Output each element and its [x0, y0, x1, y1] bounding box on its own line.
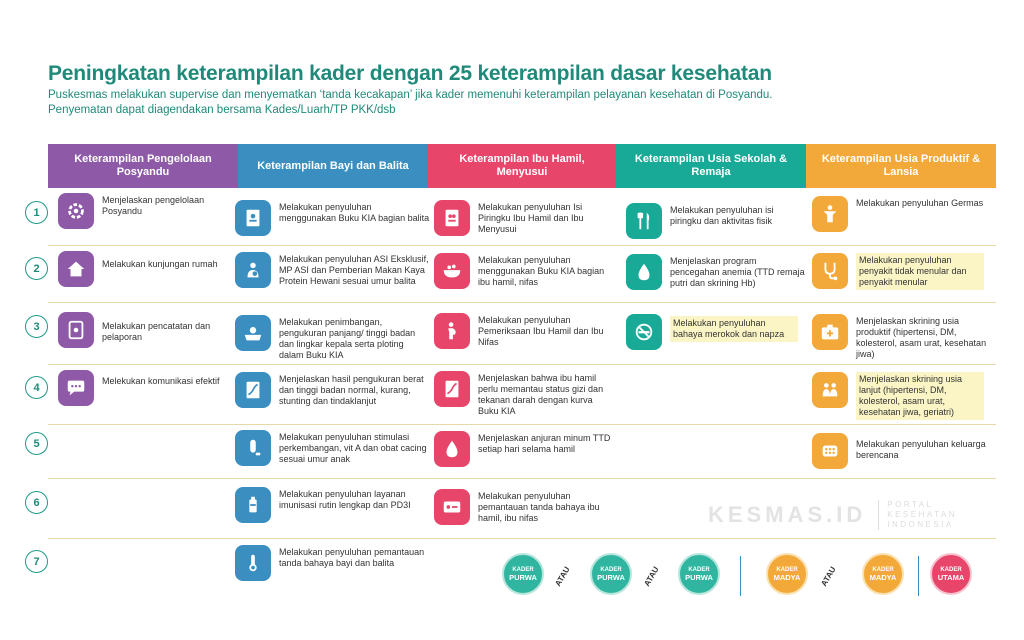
watermark-sub-line: INDONESIA — [887, 520, 954, 529]
capsule-icon — [235, 430, 271, 466]
skill-text: Melakukan penyuluhan pemantauan tanda bahaya bayi dan balita — [279, 547, 425, 568]
skill-text: Melakukan penyuluhan menggunakan Buku KIA bagian ibu hamil, nifas — [478, 255, 605, 287]
skill-item — [235, 430, 430, 466]
skill-item — [58, 312, 233, 348]
skill-text: Menjelaskan anjuran minum TTD setiap hari selama hamil — [478, 433, 611, 454]
skill-item — [812, 253, 992, 290]
skill-text: Melakukan penyuluhan bahaya merokok dan napza — [670, 316, 798, 342]
elderly-icon — [812, 372, 848, 408]
skill-text: Menjelaskan program pencegahan anemia (TTD remaja putri dan skrining Hb) — [670, 256, 805, 288]
row-number: 7 — [25, 550, 48, 573]
subtitle-line-2: Penyematan dapat diagendakan bersama Kades/Luarh/TP PKK/dsb — [48, 104, 396, 116]
stethoscope-icon — [812, 253, 848, 289]
skill-text: Melekukan komunikasi efektif — [102, 376, 220, 386]
watermark-sub-line: PORTAL — [887, 500, 934, 509]
skill-item — [58, 251, 233, 287]
skill-item — [235, 200, 430, 236]
badge-level-text: PURWA — [597, 573, 625, 582]
skill-item — [812, 433, 992, 469]
row-divider — [48, 424, 996, 425]
badge-kader-madya — [766, 553, 808, 595]
badge-kader-purwa — [590, 553, 632, 595]
gear-icon — [58, 193, 94, 229]
badge-kader-purwa — [678, 553, 720, 595]
badge-level-text: MADYA — [869, 573, 897, 582]
row-number: 6 — [25, 491, 48, 514]
header-posyandu: Keterampilan Pengelolaan Posyandu — [48, 144, 238, 188]
row-number: 1 — [25, 201, 48, 224]
curve-book-icon — [434, 371, 470, 407]
skill-item — [235, 252, 430, 288]
badge-level-text: PURWA — [685, 573, 713, 582]
drop-icon — [434, 431, 470, 467]
skill-text: Melakukan penyuluhan isi piringku dan aktivitas fisik — [670, 205, 774, 226]
skill-text: Melakukan penyuluhan Isi Piringku Ibu Hamil dan Ibu Menyusui — [478, 202, 584, 234]
page-title: Peningkatan keterampilan kader dengan 25 keterampilan dasar kesehatan — [48, 62, 772, 85]
skill-text: Melakukan penyuluhan ASI Eksklusif, MP ASI dan Pemberian Makan Kaya Protein Hewani sesuai umur balita — [279, 254, 429, 286]
badge-top-text: KADER — [872, 567, 894, 573]
skill-text: Menjelaskan skrining usia produktif (hipertensi, DM, kolesterol, asam urat, kesehatan jiwa) — [856, 316, 987, 359]
badge-kader-utama — [930, 553, 972, 595]
skill-text: Menjelaskan pengelolaan Posyandu — [102, 195, 205, 216]
skill-item — [812, 372, 992, 420]
watermark-sub-line: KESEHATAN — [887, 510, 958, 519]
skill-item — [235, 487, 430, 523]
badge-top-text: KADER — [512, 567, 534, 573]
house-icon — [58, 251, 94, 287]
chat-icon — [58, 370, 94, 406]
row-divider — [48, 364, 996, 365]
skill-text: Melakukan penyuluhan Germas — [856, 198, 984, 208]
badge-level-text: PURWA — [509, 573, 537, 582]
no-smoking-icon — [626, 314, 662, 350]
vaccine-icon — [235, 487, 271, 523]
header-usia-produktif: Keterampilan Usia Produktif & Lansia — [806, 144, 996, 188]
book-mother-icon — [434, 200, 470, 236]
bowl-icon — [434, 253, 470, 289]
row-divider — [48, 302, 996, 303]
row-number: 4 — [25, 376, 48, 399]
skill-item — [434, 253, 614, 289]
book-icon — [235, 200, 271, 236]
skill-text: Melakukan penyuluhan keluarga berencana — [856, 439, 986, 460]
skill-item — [235, 372, 430, 408]
medkit-icon — [812, 314, 848, 350]
skill-item — [235, 315, 430, 361]
badge-top-text: KADER — [600, 567, 622, 573]
skill-item — [434, 489, 614, 525]
row-divider — [48, 478, 996, 479]
watermark-logo: KESMAS.ID — [708, 502, 867, 527]
skill-item — [434, 431, 614, 467]
monitor-icon — [434, 489, 470, 525]
badge-level-text: MADYA — [773, 573, 801, 582]
row-divider — [48, 538, 996, 539]
cutlery-icon — [626, 203, 662, 239]
skill-item — [812, 314, 992, 360]
badge-kader-purwa — [502, 553, 544, 595]
skill-item — [626, 314, 806, 350]
row-number: 2 — [25, 257, 48, 280]
skill-text: Melakukan kunjungan rumah — [102, 259, 218, 269]
badge-top-text: KADER — [776, 567, 798, 573]
atau-label: ATAU — [642, 565, 661, 588]
blood-drop-icon — [626, 254, 662, 290]
skill-text: Melakukan penyuluhan layanan imunisasi rutin lengkap dan PD3I — [279, 489, 411, 510]
thermometer-icon — [235, 545, 271, 581]
header-usia-sekolah: Keterampilan Usia Sekolah & Remaja — [616, 144, 806, 188]
fitness-icon — [812, 196, 848, 232]
skill-item — [626, 203, 806, 239]
badge-top-text: KADER — [688, 567, 710, 573]
skill-text: Melakukan penyuluhan stimulasi perkembangan, vit A dan obat cacing sesuai umur anak — [279, 432, 427, 464]
skill-text: Menjelaskan skrining usia lanjut (hipertensi, DM, kolesterol, asam urat, kesehatan jiwa, geriatri) — [856, 372, 984, 420]
badge-separator — [740, 556, 741, 596]
skill-text: Melakukan penyuluhan penyakit tidak menular dan penyakit menular — [856, 253, 984, 290]
watermark-subtitle — [878, 500, 957, 530]
watermark — [708, 500, 957, 530]
row-divider — [48, 245, 996, 246]
badge-top-text: KADER — [940, 567, 962, 573]
skill-text: Menjelaskan bahwa ibu hamil perlu memantau status gizi dan tekanan darah dengan kurva Buku KIA — [478, 373, 604, 416]
skill-text: Melakukan penyuluhan Pemeriksaan Ibu Hamil dan Ibu Nifas — [478, 315, 604, 347]
skill-text: Menjelaskan hasil pengukuran berat dan tinggi badan normal, kurang, stunting dan tindaklanjut — [279, 374, 424, 406]
skill-item — [812, 196, 992, 232]
skill-text: Melakukan penimbangan, pengukuran panjang/ tinggi badan dan lingkar kepala serta ploting dalam Buku KIA — [279, 317, 416, 360]
subtitle-line-1: Puskesmas melakukan supervise dan menyematkan ‘tanda kecakapan’ jika kader memenuhi keterampilan pelayanan kesehatan di Posyandu. — [48, 89, 773, 101]
atau-label: ATAU — [819, 565, 838, 588]
row-number: 5 — [25, 432, 48, 455]
row-number: 3 — [25, 315, 48, 338]
header-ibu-hamil: Keterampilan Ibu Hamil, Menyusui — [428, 144, 616, 188]
header-bayi-balita: Keterampilan Bayi dan Balita — [238, 144, 428, 188]
badge-level-text: UTAMA — [937, 573, 965, 582]
skill-text: Melakukan penyuluhan menggunakan Buku KIA bagian balita — [279, 202, 430, 223]
badge-kader-madya — [862, 553, 904, 595]
skill-item — [434, 200, 614, 236]
pregnant-icon — [434, 313, 470, 349]
badge-separator — [918, 556, 919, 596]
skill-text: Melakukan pencatatan dan pelaporan — [102, 321, 211, 342]
skill-item — [626, 254, 806, 290]
skill-text: Melakukan penyuluhan pemantauan tanda bahaya ibu hamil, ibu nifas — [478, 491, 600, 523]
atau-label: ATAU — [553, 565, 572, 588]
chart-book-icon — [235, 372, 271, 408]
skill-item — [434, 371, 614, 417]
tablet-icon — [58, 312, 94, 348]
skill-item — [434, 313, 614, 349]
scale-icon — [235, 315, 271, 351]
skill-item — [235, 545, 430, 581]
skill-item — [58, 193, 233, 229]
breastfeeding-icon — [235, 252, 271, 288]
pills-icon — [812, 433, 848, 469]
skill-item — [58, 370, 233, 406]
page-subtitle — [48, 88, 773, 118]
